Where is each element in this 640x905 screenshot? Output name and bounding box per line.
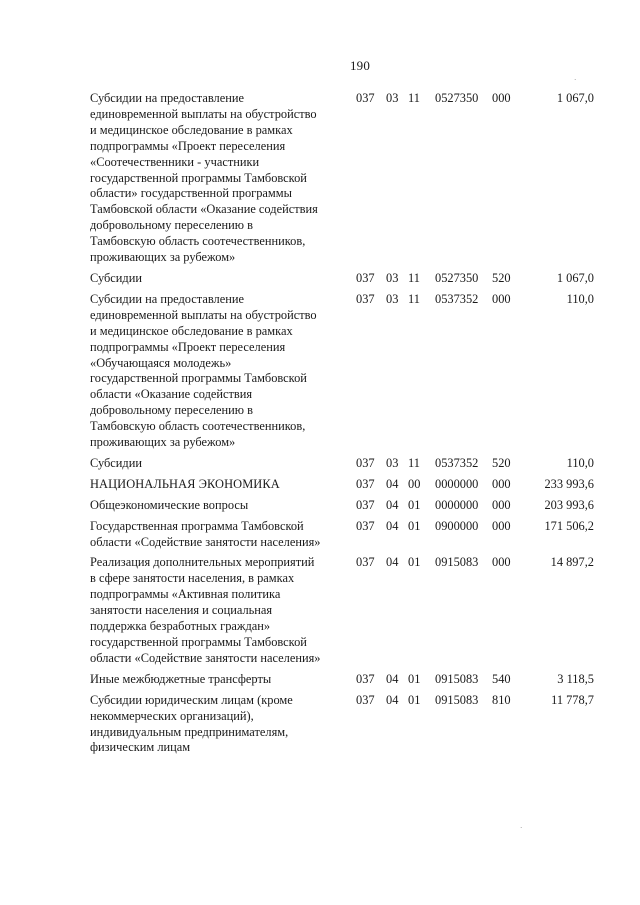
budget-table: [90, 91, 594, 761]
row-subsection-code: 11: [408, 291, 420, 306]
table-row: [90, 292, 594, 451]
table-row: [90, 91, 594, 266]
row-target-code: 0000000: [435, 476, 479, 491]
row-expense-type-code: 000: [492, 476, 511, 491]
table-row: [90, 456, 594, 472]
row-subsection-code: 00: [408, 476, 421, 491]
row-name: Субсидии юридическим лицам (кроме некоммерческих организаций), индивидуальным предпринимателям, физическим лицам: [90, 692, 293, 755]
row-name: Реализация дополнительных мероприятий в сфере занятости населения, в рамках подпрограммы «Активная политика занятости населения и социальная поддержка безработных граждан» государственной программы Тамбовской области «Содействие занятости населения»: [90, 555, 321, 665]
row-section-code: 04: [386, 692, 399, 707]
row-subsection-code: 01: [408, 497, 421, 512]
row-amount: 1 067,0: [556, 91, 594, 105]
row-subsection-code: 11: [408, 91, 420, 105]
row-section-code: 03: [386, 455, 399, 470]
row-expense-type-code: 000: [492, 91, 511, 105]
row-section-code: 03: [386, 270, 399, 285]
row-target-code: 0527350: [435, 270, 479, 285]
row-target-code: 0537352: [435, 291, 479, 306]
row-amount: 171 506,2: [544, 518, 594, 533]
row-expense-type-code: 520: [492, 270, 511, 285]
row-target-code: 0527350: [435, 91, 479, 105]
row-subsection-code: 01: [408, 555, 421, 570]
row-ved-code: 037: [356, 476, 375, 491]
row-amount: 203 993,6: [544, 497, 594, 512]
row-section-code: 03: [386, 91, 399, 105]
row-ved-code: 037: [356, 518, 375, 533]
row-name: Общеэкономические вопросы: [90, 497, 249, 512]
row-subsection-code: 01: [408, 671, 421, 686]
row-name: Субсидии на предоставление единовременной выплаты на обустройство и медицинское обследование в рамках подпрограммы «Проект переселения «Соотечественники - участники государственной программы Тамбовской области» государственной программы Тамбовской области «Оказание содействия добровольному переселению в Тамбовскую область соотечественников, проживающих за рубежом»: [90, 91, 318, 265]
row-section-code: 04: [386, 476, 399, 491]
row-section-code: 04: [386, 497, 399, 512]
row-name: НАЦИОНАЛЬНАЯ ЭКОНОМИКА: [90, 476, 280, 491]
row-amount: 110,0: [566, 291, 594, 306]
row-expense-type-code: 000: [492, 555, 511, 570]
row-name: Субсидии: [90, 270, 142, 285]
row-name: Субсидии на предоставление единовременной выплаты на обустройство и медицинское обследование в рамках подпрограммы «Проект переселения «Обучающаяся молодежь» государственной программы Тамбовской области «Оказание содействия добровольному переселению в Тамбовскую область соотечественников, проживающих за рубежом»: [90, 291, 317, 450]
row-ved-code: 037: [356, 455, 375, 470]
row-subsection-code: 01: [408, 518, 421, 533]
scan-speck: ·: [520, 824, 523, 832]
table-row: [90, 693, 594, 757]
row-name: Иные межбюджетные трансферты: [90, 671, 272, 686]
row-target-code: 0915083: [435, 692, 479, 707]
row-name: Субсидии: [90, 455, 142, 470]
row-name: Государственная программа Тамбовской области «Содействие занятости населения»: [90, 518, 321, 549]
row-ved-code: 037: [356, 555, 375, 570]
row-target-code: 0000000: [435, 497, 479, 512]
table-row: [90, 271, 594, 287]
row-ved-code: 037: [356, 671, 375, 686]
row-expense-type-code: 000: [492, 497, 511, 512]
row-ved-code: 037: [356, 497, 375, 512]
row-amount: 110,0: [566, 455, 594, 470]
table-row: [90, 519, 594, 551]
row-section-code: 04: [386, 671, 399, 686]
row-expense-type-code: 810: [492, 692, 511, 707]
row-amount: 11 778,7: [551, 692, 594, 707]
row-ved-code: 037: [356, 91, 375, 105]
row-subsection-code: 11: [408, 270, 420, 285]
row-section-code: 03: [386, 291, 399, 306]
row-target-code: 0915083: [435, 671, 479, 686]
table-row: [90, 477, 594, 493]
row-target-code: 0915083: [435, 555, 479, 570]
row-ved-code: 037: [356, 270, 375, 285]
row-ved-code: 037: [356, 692, 375, 707]
table-row: [90, 498, 594, 514]
row-ved-code: 037: [356, 291, 375, 306]
row-amount: 1 067,0: [556, 270, 594, 285]
page-number: 190: [349, 58, 371, 73]
row-expense-type-code: 520: [492, 455, 511, 470]
row-section-code: 04: [386, 555, 399, 570]
row-expense-type-code: 000: [492, 291, 511, 306]
row-expense-type-code: 000: [492, 518, 511, 533]
row-amount: 3 118,5: [557, 671, 594, 686]
row-target-code: 0900000: [435, 518, 479, 533]
row-subsection-code: 11: [408, 455, 420, 470]
row-expense-type-code: 540: [492, 671, 511, 686]
table-row: [90, 672, 594, 688]
row-subsection-code: 01: [408, 692, 421, 707]
row-section-code: 04: [386, 518, 399, 533]
row-amount: 233 993,6: [544, 476, 594, 491]
scan-speck: ·: [574, 76, 577, 84]
row-amount: 14 897,2: [550, 555, 594, 570]
row-target-code: 0537352: [435, 455, 479, 470]
table-row: [90, 555, 594, 666]
